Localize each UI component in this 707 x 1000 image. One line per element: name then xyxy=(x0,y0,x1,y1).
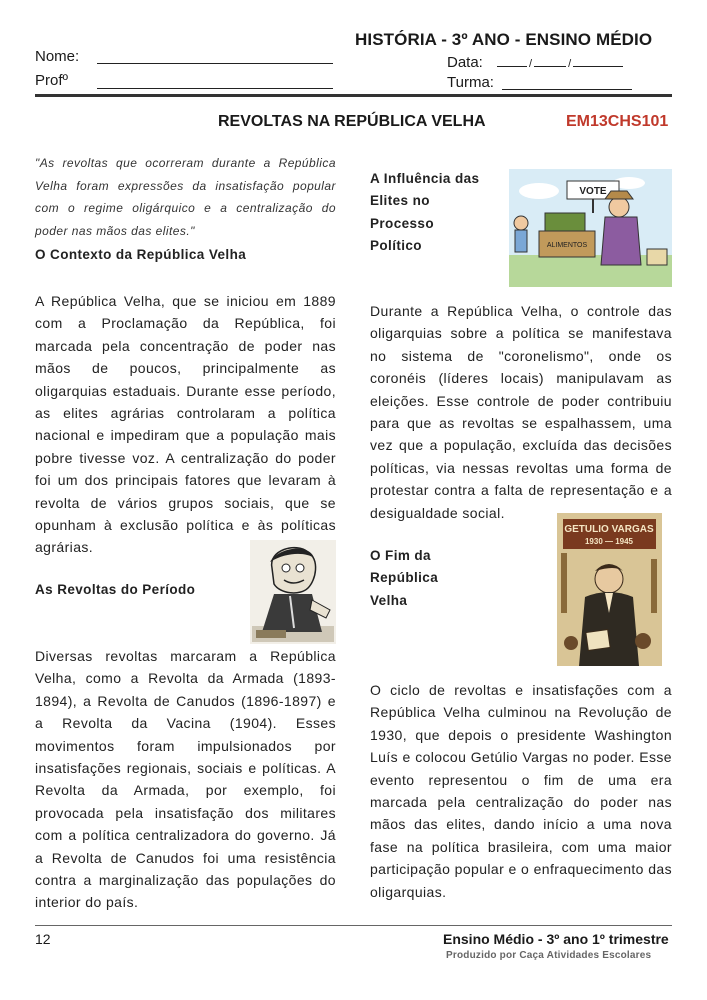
elites-heading: A Influência das Elites no Processo Político xyxy=(370,171,480,254)
header-rule xyxy=(35,94,672,97)
class-field-line[interactable] xyxy=(502,89,632,90)
date-field[interactable] xyxy=(447,54,623,71)
context-text: A República Velha, que se iniciou em 1889 com a Proclamação da República, foi marcada pela concentração de poder nas mãos de poucos, principalmente as oligarquias estaduais. Durante esse período, as elites agrárias controlaram a política nacional e impediram que a população mais pobre tivesse voz. A centralização do poder foi um dos principais fatores que levaram à revolta de vários grupos sociais, que se opunham à exclusão política e às políticas agrárias. xyxy=(35,293,336,556)
elites-text: Durante a República Velha, o controle das oligarquias sobre a política se manifestava no sistema de "coronelismo", onde os coronéis (líderes locais) manipulavam as eleições. Esse controle de poder contribuiu para que as revoltas se espalhassem, uma vez que a população, excluída das decisões políticas, via nessas revoltas uma forma de protestar contra a falta de representação e a desigualdade social. xyxy=(370,303,672,521)
revolts-text: Diversas revoltas marcaram a República Velha, como a Revolta da Armada (1893-1894), a Revolta de Canudos (1896-1897) e a Revolta da Vacina (1904). Esses movimentos foram impulsionados por insatisfações regionais, sociais e políticas. A Revolta da Armada, por exemplo, foi provocada pela insatisfação dos militares com a política centralizadora do governo. Já a Revolta de Canudos foi uma resistência contra a marginalização das populações do interior do país. xyxy=(35,648,336,911)
cartoon-vote-sign: VOTE xyxy=(579,186,607,197)
class-label: Turma: xyxy=(447,74,494,91)
footer-credit: Produzido por Caça Atividades Escolares xyxy=(446,950,652,961)
poster-years: 1930 — 1945 xyxy=(584,537,634,546)
date-separator-2: / xyxy=(568,58,572,70)
date-separator-1: / xyxy=(529,58,533,70)
teacher-label: Profº xyxy=(35,72,68,89)
name-label: Nome: xyxy=(35,48,80,65)
getulio-vargas-poster xyxy=(557,513,662,666)
poster-title: GETULIO VARGAS xyxy=(564,524,654,535)
coronelismo-drawing xyxy=(509,169,672,287)
end-heading: O Fim da República Velha xyxy=(370,548,439,608)
name-field-line[interactable] xyxy=(97,63,333,64)
elites-paragraph xyxy=(370,300,672,524)
page-number: 12 xyxy=(35,931,51,947)
skill-code: EM13CHS101 xyxy=(566,113,669,130)
end-text: O ciclo de revoltas e insatisfações com a República Velha culminou na Revolução de 1930, que depois o presidente Washington Luís e colocou Getúlio Vargas no poder. Esse evento representou o fim de uma era marcada pela centralização do poder nas mãos das elites, dando início a uma nova fase na política brasileira, com uma maior participação popular e o enfraquecimento das oligarquias. xyxy=(370,682,672,900)
cartoon-sack-label: ALIMENTOS xyxy=(546,242,588,249)
teacher-field-line[interactable] xyxy=(97,88,333,89)
context-heading: O Contexto da República Velha xyxy=(35,247,247,262)
intro-quote-text: "As revoltas que ocorreram durante a República Velha foram expressões da insatisfação popular com o regime oligárquico e a centralização do poder nas mãos das elites." xyxy=(35,156,336,238)
footer-rule xyxy=(35,925,672,926)
footer-course: Ensino Médio - 3º ano 1º trimestre xyxy=(443,931,669,947)
subject-heading: HISTÓRIA - 3º ANO - ENSINO MÉDIO xyxy=(355,30,653,49)
revolts-heading: As Revoltas do Período xyxy=(35,582,196,597)
intro-quote xyxy=(35,152,336,242)
poster-drawing xyxy=(557,513,662,666)
end-paragraph xyxy=(370,679,672,903)
coronelismo-cartoon xyxy=(509,169,672,287)
context-paragraph xyxy=(35,290,336,559)
date-month-blank[interactable] xyxy=(534,55,566,67)
date-label: Data: xyxy=(447,54,483,71)
caricature-image xyxy=(250,540,336,644)
page-title: REVOLTAS NA REPÚBLICA VELHA xyxy=(218,113,486,130)
date-day-blank[interactable] xyxy=(497,55,527,67)
date-year-blank[interactable] xyxy=(573,55,623,67)
caricature-drawing xyxy=(250,540,336,644)
revolts-paragraph xyxy=(35,645,336,914)
